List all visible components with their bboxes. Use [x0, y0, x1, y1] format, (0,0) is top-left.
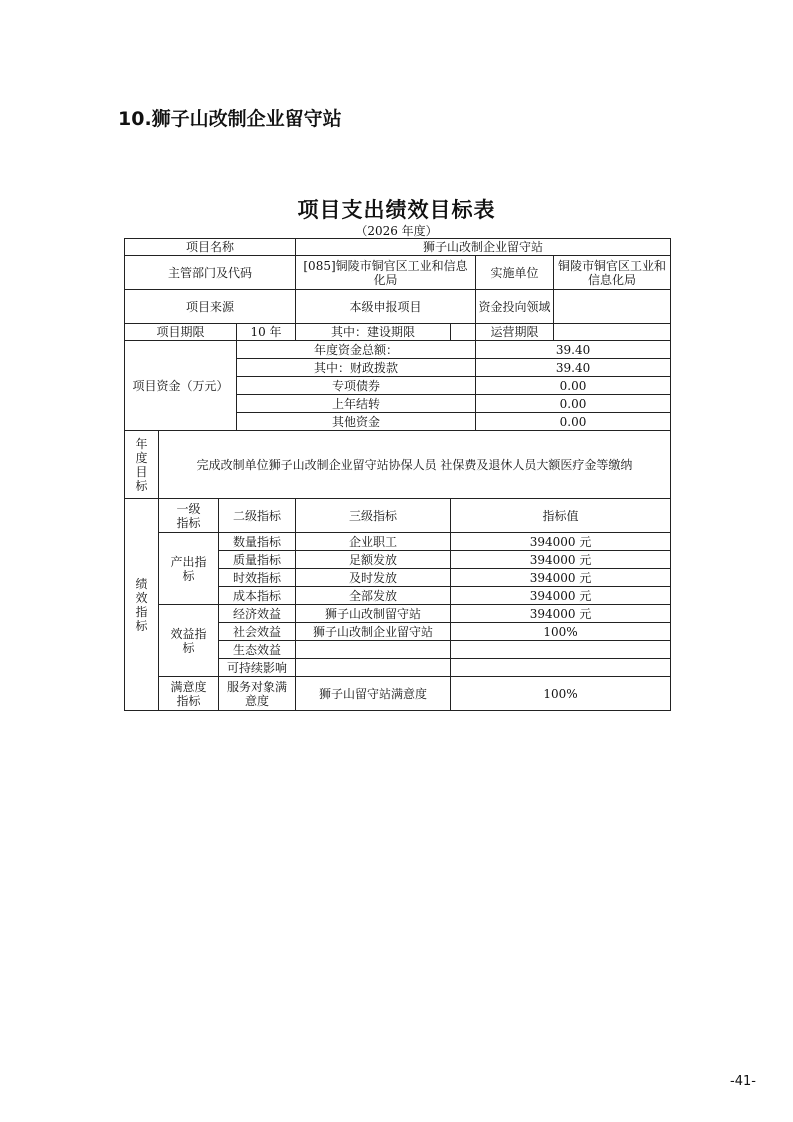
fund-item-value: 0.00: [476, 395, 671, 413]
satisfaction-indicator-label: 满意度指标: [159, 677, 219, 711]
indicator-section-label: 绩效指标: [125, 499, 159, 711]
fund-item-value: 0.00: [476, 413, 671, 431]
fund-item-label: 专项债券: [237, 377, 476, 395]
level3-cell: 狮子山留守站满意度: [296, 677, 451, 711]
level3-cell: 足额发放: [296, 551, 451, 569]
table-title: 项目支出绩效目标表: [297, 198, 496, 222]
page-number: -41-: [730, 1074, 756, 1089]
level3-cell: 狮子山改制留守站: [296, 605, 451, 623]
level2-cell: 服务对象满意度: [219, 677, 296, 711]
header-level2: 二级指标: [219, 499, 296, 533]
level2-cell: 质量指标: [219, 551, 296, 569]
level2-cell: 数量指标: [219, 533, 296, 551]
project-name-label: 项目名称: [125, 239, 296, 256]
level2-cell: 成本指标: [219, 587, 296, 605]
level3-cell: [296, 641, 451, 659]
source-value: 本级申报项目: [296, 290, 476, 324]
annual-goal-value: 完成改制单位狮子山改制企业留守站协保人员 社保费及退休人员大额医疗金等缴纳: [159, 431, 671, 499]
invest-value: [554, 290, 671, 324]
level3-cell: 及时发放: [296, 569, 451, 587]
level2-cell: 生态效益: [219, 641, 296, 659]
section-heading: 10.狮子山改制企业留守站: [118, 108, 342, 130]
annual-goal-label: 年度目标: [125, 431, 159, 499]
source-label: 项目来源: [125, 290, 296, 324]
value-cell: 100%: [451, 623, 671, 641]
fund-item-value: 39.40: [476, 359, 671, 377]
benefit-indicator-label: 效益指标: [159, 605, 219, 677]
level3-cell: 全部发放: [296, 587, 451, 605]
level2-cell: 可持续影响: [219, 659, 296, 677]
value-cell: [451, 659, 671, 677]
level2-cell: 社会效益: [219, 623, 296, 641]
value-cell: [451, 641, 671, 659]
invest-label: 资金投向领域: [476, 290, 554, 324]
value-cell: 394000 元: [451, 533, 671, 551]
level2-cell: 经济效益: [219, 605, 296, 623]
period-label: 项目期限: [125, 324, 237, 341]
fund-item-value: 0.00: [476, 377, 671, 395]
value-cell: 100%: [451, 677, 671, 711]
level3-cell: [296, 659, 451, 677]
level3-cell: 企业职工: [296, 533, 451, 551]
construction-label: 其中：建设期限: [296, 324, 451, 341]
dept-value: [085]铜陵市铜官区工业和信息化局: [296, 256, 476, 290]
fund-item-label: 年度资金总额：: [237, 341, 476, 359]
fund-item-value: 39.40: [476, 341, 671, 359]
period-value: 10 年: [237, 324, 296, 341]
construction-value: [451, 324, 476, 341]
value-cell: 394000 元: [451, 551, 671, 569]
value-cell: 394000 元: [451, 605, 671, 623]
operation-value: [554, 324, 671, 341]
value-cell: 394000 元: [451, 587, 671, 605]
output-indicator-label: 产出指标: [159, 533, 219, 605]
dept-label: 主管部门及代码: [125, 256, 296, 290]
header-level3: 三级指标: [296, 499, 451, 533]
operation-label: 运营期限: [476, 324, 554, 341]
impl-label: 实施单位: [476, 256, 554, 290]
value-cell: 394000 元: [451, 569, 671, 587]
fund-item-label: 其他资金: [237, 413, 476, 431]
header-value: 指标值: [451, 499, 671, 533]
header-level1: 一级指标: [159, 499, 219, 533]
impl-value: 铜陵市铜官区工业和信息化局: [554, 256, 671, 290]
performance-table: [124, 238, 671, 711]
fund-item-label: 上年结转: [237, 395, 476, 413]
fund-label: 项目资金（万元）: [125, 341, 237, 431]
level3-cell: 狮子山改制企业留守站: [296, 623, 451, 641]
table-year: （2026 年度）: [355, 224, 438, 238]
level2-cell: 时效指标: [219, 569, 296, 587]
fund-item-label: 其中：财政拨款: [237, 359, 476, 377]
project-name-value: 狮子山改制企业留守站: [296, 239, 671, 256]
